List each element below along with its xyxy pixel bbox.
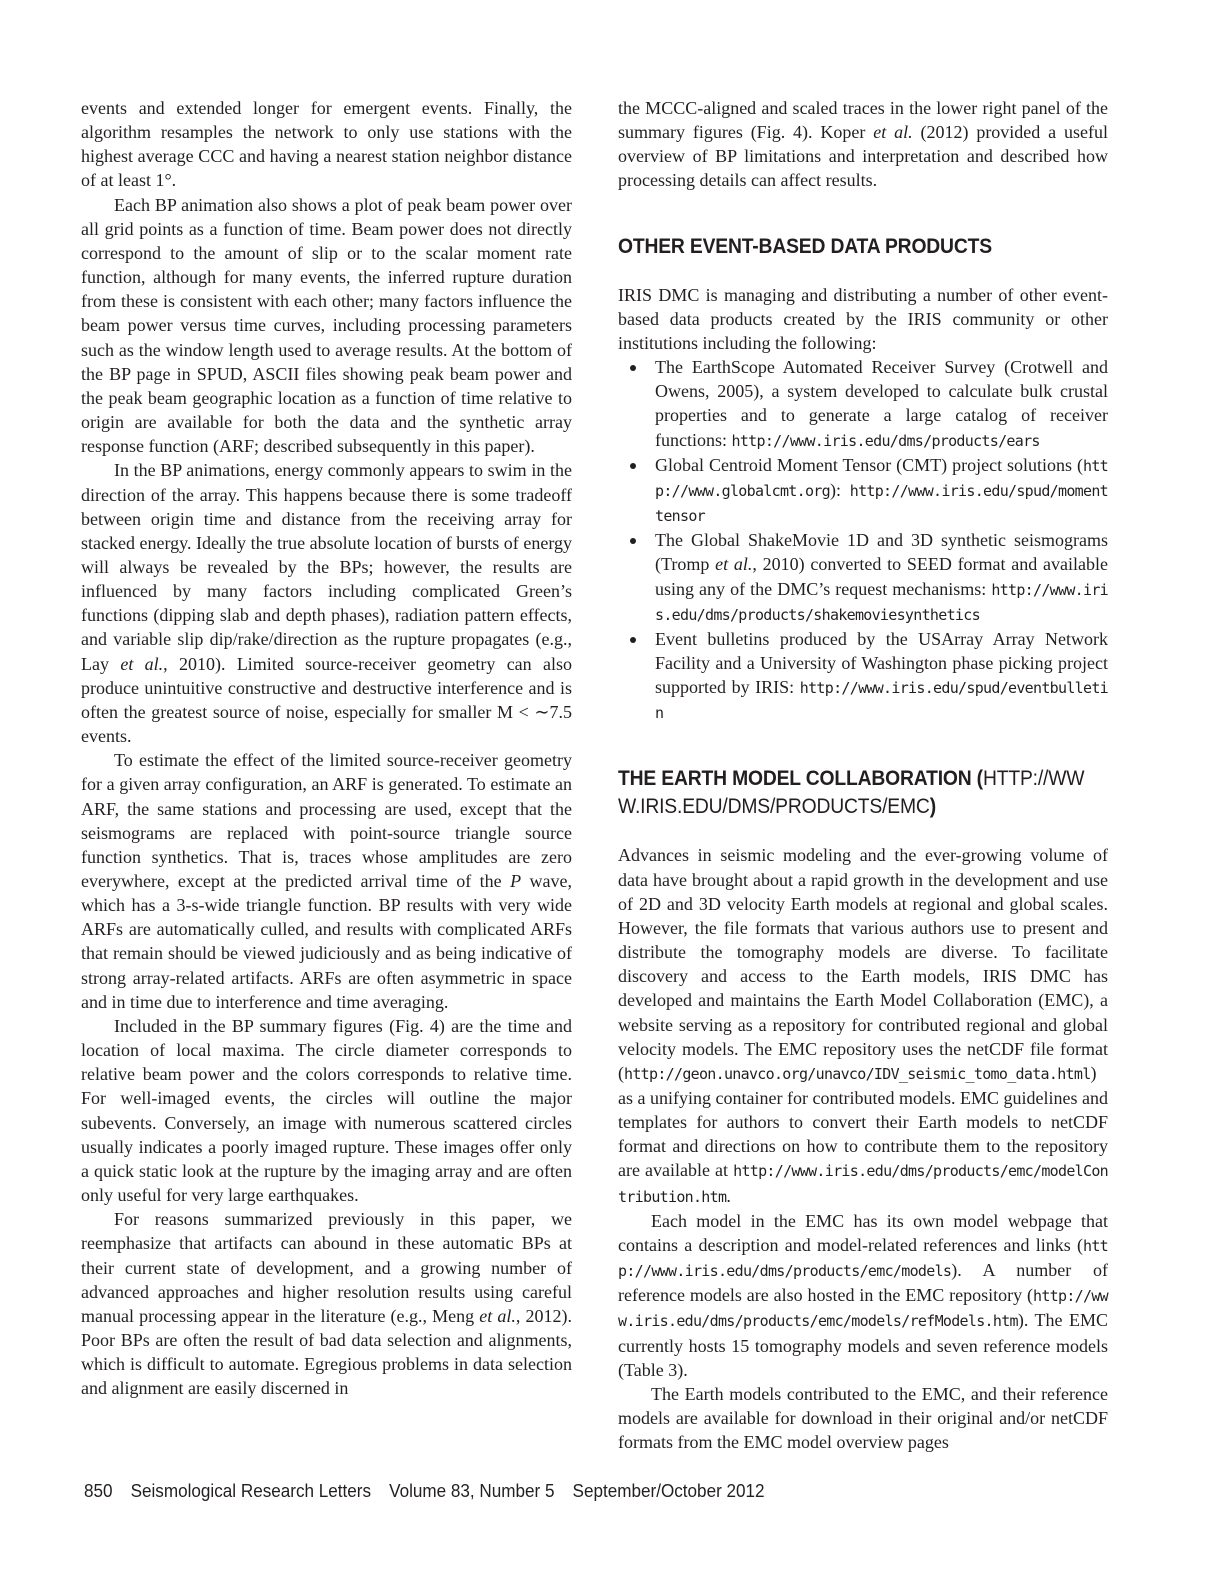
text-run: ):: [829, 479, 850, 500]
text-run: , 2012). Poor BPs are often the result of bad data selection and alignments, which is difficult to automate. Egregious problems in data selection and alignment are easily discerned in: [81, 1305, 572, 1399]
heading-bold: THE EARTH MODEL COLLABORATION (: [618, 767, 983, 791]
text-run: ) as a unifying container for contributed models. EMC guidelines and templates for authors to convert their Earth models to netCDF format and directions on how to contribute them to the repository are available at: [618, 1062, 1108, 1181]
text-run: (2012) provided a useful overview of BP limitations and interpretation and described how processing details can affect results.: [618, 122, 1108, 191]
paragraph: [618, 843, 1108, 1208]
link-model-contribution[interactable]: http://www.iris.edu/dms/products/emc/modelContribution.htm: [618, 1162, 1108, 1206]
text-run: wave, which has a 3-s-wide triangle function. BP results with very wide ARFs are automatically culled, and results with complicated ARFs that remain should be viewed judiciously and as being indicative of strong array-related artifacts. ARFs are often asymmetric in space and in time due to interference and time averaging.: [81, 871, 572, 1012]
right-column: [618, 96, 1108, 1454]
heading-close: ): [929, 795, 936, 819]
italic-et-al: et al.: [120, 653, 164, 674]
text-run: .: [726, 1185, 731, 1206]
paragraph: IRIS DMC is managing and distributing a number of other event-based data products created by the IRIS community or other institutions including the following:: [618, 284, 1108, 353]
text-run: The Global ShakeMovie 1D and 3D synthetic seismograms (Tromp: [655, 530, 1108, 575]
italic-et-al: et al.: [715, 554, 753, 575]
left-column: [81, 96, 572, 1400]
paragraph: [81, 458, 572, 748]
link-emc-models[interactable]: http://www.iris.edu/dms/products/emc/models: [618, 1236, 1108, 1281]
text-run: the MCCC-aligned and scaled traces in the lower right panel of the summary figures (Fig. 4). Koper: [618, 98, 1108, 143]
link-emc-heading[interactable]: HTTP://WWW.IRIS.EDU/DMS/PRODUCTS/EMC: [618, 767, 1085, 819]
link-momenttensor[interactable]: http://www.iris.edu/spud/momenttensor: [655, 481, 1108, 526]
text-run: Each model in the EMC has its own model webpage that contains a description and model-related references and links (: [618, 1210, 1108, 1255]
issue-date: September/October 2012: [572, 1481, 765, 1501]
paragraph: Included in the BP summary figures (Fig. 4) are the time and location of local maxima. The circle diameter corresponds to relative beam power and the colors corresponds to relative time. For well-imaged events, the circles will outline the major subevents. Conversely, an image with numerous scattered circles usually indicates a poorly imaged rupture. These images offer only a quick static look at the rupture by the imaging array and are often only useful for very large earthquakes.: [81, 1015, 572, 1206]
text-run: Advances in seismic modeling and the ever-growing volume of data have brought about a rapid growth in the development and use of 2D and 3D velocity Earth models at regional and global scales. However, the file formats that various authors use to present and distribute the tomography models are diverse. To facilitate discovery and access to the Earth models, IRIS DMC has developed and maintains the Earth Model Collaboration (EMC), a website serving as a repository for contributed regional and global velocity models. The EMC repository uses the netCDF file format (: [618, 845, 1108, 1083]
list-item: [618, 627, 1108, 726]
text-run: Global Centroid Moment Tensor (CMT) project solutions (: [655, 454, 1083, 475]
link-shakemovie[interactable]: http://www.iris.edu/dms/products/shakemoviesynthetics: [655, 580, 1108, 624]
text-run: , 2010). Limited source-receiver geometry can also produce unintuitive constructive and destructive interference and is often the greatest source of noise, especially for smaller M < ∼7.5 events.: [81, 653, 572, 747]
volume-issue: Volume 83, Number 5: [389, 1481, 555, 1501]
text-run: ). A number of reference models are also hosted in the EMC repository (: [618, 1260, 1108, 1306]
italic-p-wave: P: [510, 871, 522, 891]
italic-et-al: et al.: [479, 1305, 516, 1326]
text-run: To estimate the effect of the limited source-receiver geometry for a given array configuration, an ARF is generated. To estimate an ARF, the same stations and processing are used, except that the seismograms are replaced with point-source triangle source function synthetics. That is, traces whose amplitudes are zero everywhere, except at the predicted arrival time of the: [81, 750, 572, 891]
link-ears[interactable]: http://www.iris.edu/dms/products/ears: [731, 431, 1040, 450]
paragraph: [618, 96, 1108, 193]
page-number: 850: [84, 1481, 113, 1501]
page-footer: [84, 1479, 783, 1503]
bullet-icon: [630, 365, 636, 371]
list-item: [618, 355, 1108, 453]
bullet-icon: [630, 538, 636, 544]
link-ref-models[interactable]: http://www.iris.edu/dms/products/emc/models/refModels.htm: [618, 1287, 1108, 1331]
paragraph: The Earth models contributed to the EMC, and their reference models are available for download in their original and/or netCDF formats from the EMC model overview pages: [618, 1383, 1108, 1453]
bullet-icon: [630, 637, 636, 643]
text-run: For reasons summarized previously in this paper, we reemphasize that artifacts can abound in these automatic BPs at their current state of development, and a growing number of advanced approaches and higher resolution results using careful manual processing appear in the literature (e.g., Meng: [81, 1209, 572, 1326]
link-eventbulletin[interactable]: http://www.iris.edu/spud/eventbulletin: [655, 679, 1108, 723]
list-item: [618, 528, 1108, 627]
section-heading-emc: [618, 765, 1105, 821]
text-run: , 2010) converted to SEED format and available using any of the DMC’s request mechanisms:: [655, 554, 1108, 599]
paragraph: [618, 1209, 1108, 1382]
link-globalcmt[interactable]: http://www.globalcmt.org: [655, 456, 1108, 500]
text-run: The EarthScope Automated Receiver Survey (Crotwell and Owens, 2005), a system developed to calculate bulk crustal properties and to generate a large catalog of receiver functions:: [655, 357, 1108, 450]
paragraph: [81, 748, 572, 1014]
text-run: ). The EMC currently hosts 15 tomography models and seven reference models (Table 3).: [618, 1310, 1108, 1380]
paragraph: Each BP animation also shows a plot of peak beam power over all grid points as a function of time. Beam power does not directly correspond to the amount of slip or to the scalar moment rate function, although for many events, the inferred rupture duration from these is consistent with each other; many factors influence the beam power versus time curves, including processing parameters such as the window length used to average results. At the bottom of the BP page in SPUD, ASCII files showing peak beam power and the peak beam geographic location as a function of time relative to origin are available for both the data and the synthetic array response function (ARF; described subsequently in this paper).: [81, 194, 572, 457]
text-run: Event bulletins produced by the USArray Array Network Facility and a University of Washington phase picking project supported by IRIS:: [655, 628, 1108, 698]
bullet-icon: [630, 463, 636, 469]
paragraph: events and extended longer for emergent events. Finally, the algorithm resamples the network to only use stations with the highest average CCC and having a nearest station neighbor distance of at least 1°.: [81, 98, 572, 191]
section-heading-event-products: OTHER EVENT-BASED DATA PRODUCTS: [618, 234, 992, 258]
list-item: [618, 453, 1108, 528]
bullet-list: [618, 355, 1108, 725]
journal-name: Seismological Research Letters: [130, 1481, 372, 1501]
text-run: In the BP animations, energy commonly appears to swim in the direction of the array. This happens because there is some tradeoff between origin time and distance from the receiving array for stacked energy. Ideally the true absolute location of bursts of energy will always be revealed by the BPs; however, the results are influenced by many factors including complicated Green’s functions (dipping slab and depth phases), radiation pattern effects, and variable slip dip/rake/direction as the rupture propagates (e.g., Lay: [81, 460, 572, 674]
paragraph: [81, 1207, 572, 1400]
link-unavco[interactable]: http://geon.unavco.org/unavco/IDV_seismic_tomo_data.html: [624, 1064, 1091, 1083]
italic-et-al: et al.: [873, 122, 913, 143]
